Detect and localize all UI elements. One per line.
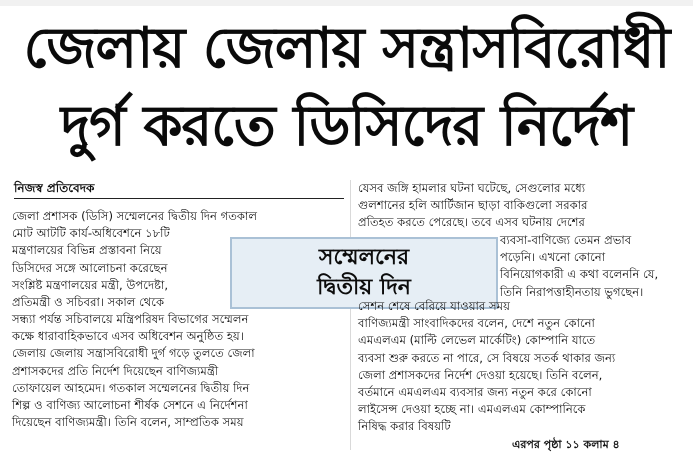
text-line: সন্ধ্যা পর্যন্ত সচিবালয়ে মন্ত্রিপরিষদ বিভাগের সম্মেলন — [12, 312, 249, 326]
text-line: শিল্প ও বাণিজ্য আলোচনা শীর্ষক সেশনে এ নির্দেশনা — [12, 397, 248, 412]
text-line: ব্যবসা শুরু করতে না পারে, সে বিষয়ে সতর্ক থাকার জন্য — [358, 350, 616, 365]
text-line: মন্ত্রণালয়ের বিভিন্ন প্রস্তাবনা নিয়ে — [12, 243, 162, 258]
continuation-note: এরপর পৃষ্ঠা ১১ কলাম ৪ — [512, 438, 620, 451]
byline: নিজস্ব প্রতিবেদক — [14, 181, 95, 195]
left-column-bottom — [12, 311, 347, 431]
headline-line-1: জেলায় জেলায় সন্ত্রাসবিরোধী — [23, 16, 670, 81]
headline-line-2: দুর্গ করতে ডিসিদের নির্দেশ — [60, 94, 633, 159]
text-line: পড়েনি। এখনো কোনো — [500, 250, 606, 265]
top-strip — [0, 0, 693, 6]
text-line: মোট আটটি কার্য-অধিবেশনে ১৮টি — [12, 226, 170, 241]
text-line: যেসব জঙ্গি হামলার ঘটনা ঘটেছে, সেগুলোর মধ্যে — [358, 181, 586, 195]
text-line: ডিসিদের সঙ্গে আলোচনা করেছেন — [12, 260, 168, 275]
text-line: ব্যবসা-বাণিজ্যে তেমন প্রভাব — [500, 233, 632, 247]
right-column-middle — [500, 232, 683, 301]
callout-line-2: দ্বিতীয় দিন — [317, 275, 411, 300]
text-line: প্রতিহত করতে পেরেছে। তবে এসব ঘটনায় দেশের — [358, 215, 585, 230]
right-column-top — [358, 180, 683, 232]
text-line: জেলায় জেলায় সন্ত্রাসবিরোধী দুর্গ গড়ে তুলতে জেলা — [12, 346, 255, 361]
text-line: তোফায়েল আহমেদ। গতকাল সম্মেলনের দ্বিতীয় দিন — [12, 380, 250, 395]
text-line: জেলা প্রশাসক (ডিসি) সম্মেলনের দ্বিতীয় দিন গতকাল — [12, 209, 258, 223]
column-divider — [350, 180, 351, 450]
text-line: লাইসেন্স দেওয়া হচ্ছে না। এমএলএম কোম্পানিকে — [358, 402, 586, 417]
left-column-top — [12, 208, 258, 311]
text-line: এমএলএম (মাল্টি লেভেল মার্কেটিং) কোম্পানি যাতে — [358, 333, 596, 348]
text-line: গুলশানের হলি আর্টিজান ছাড়া বাকিগুলো সরকার — [358, 198, 588, 213]
text-line: বর্তমানে এমএলএম ব্যবসার জন্য নতুন করে কোনো — [358, 384, 592, 399]
text-line: বিনিয়োগকারী এ কথা বলেননি যে, — [500, 267, 659, 282]
text-line: দিয়েছেন বাণিজ্যমন্ত্রী। তিনি বলেন, সাম্প্রতিক সময় — [12, 415, 244, 430]
text-line: প্রশাসকদের প্রতি নির্দেশ দিয়েছেন বাণিজ্যমন্ত্রী — [12, 363, 219, 378]
callout-line-1: সম্মেলনের — [318, 245, 410, 270]
text-line: সংশ্লিষ্ট মন্ত্রণালয়ের মন্ত্রী, উপদেষ্টা, — [12, 277, 169, 292]
text-line: প্রতিমন্ত্রী ও সচিবরা। সকাল থেকে — [12, 294, 165, 309]
text-line: সেশন শেষে বেরিয়ে যাওয়ার সময় — [358, 299, 510, 313]
byline-rule — [14, 198, 344, 199]
text-line: জেলা প্রশাসকদের নির্দেশ দেওয়া হয়েছে। তিনি বলেন, — [358, 367, 603, 382]
text-line: নিষিদ্ধ করার বিষয়টি — [358, 419, 451, 434]
text-line: তিনি নিরাপত্তাহীনতায় ভুগছেন। — [500, 284, 644, 299]
right-column-bottom — [358, 298, 683, 436]
text-line: বাণিজ্যমন্ত্রী সাংবাদিকদের বলেন, দেশে নতুন কোনো — [358, 316, 595, 331]
text-line: কক্ষে ধারাবাহিকভাবে এসব অধিবেশন অনুষ্ঠিত হয়। — [12, 329, 244, 344]
